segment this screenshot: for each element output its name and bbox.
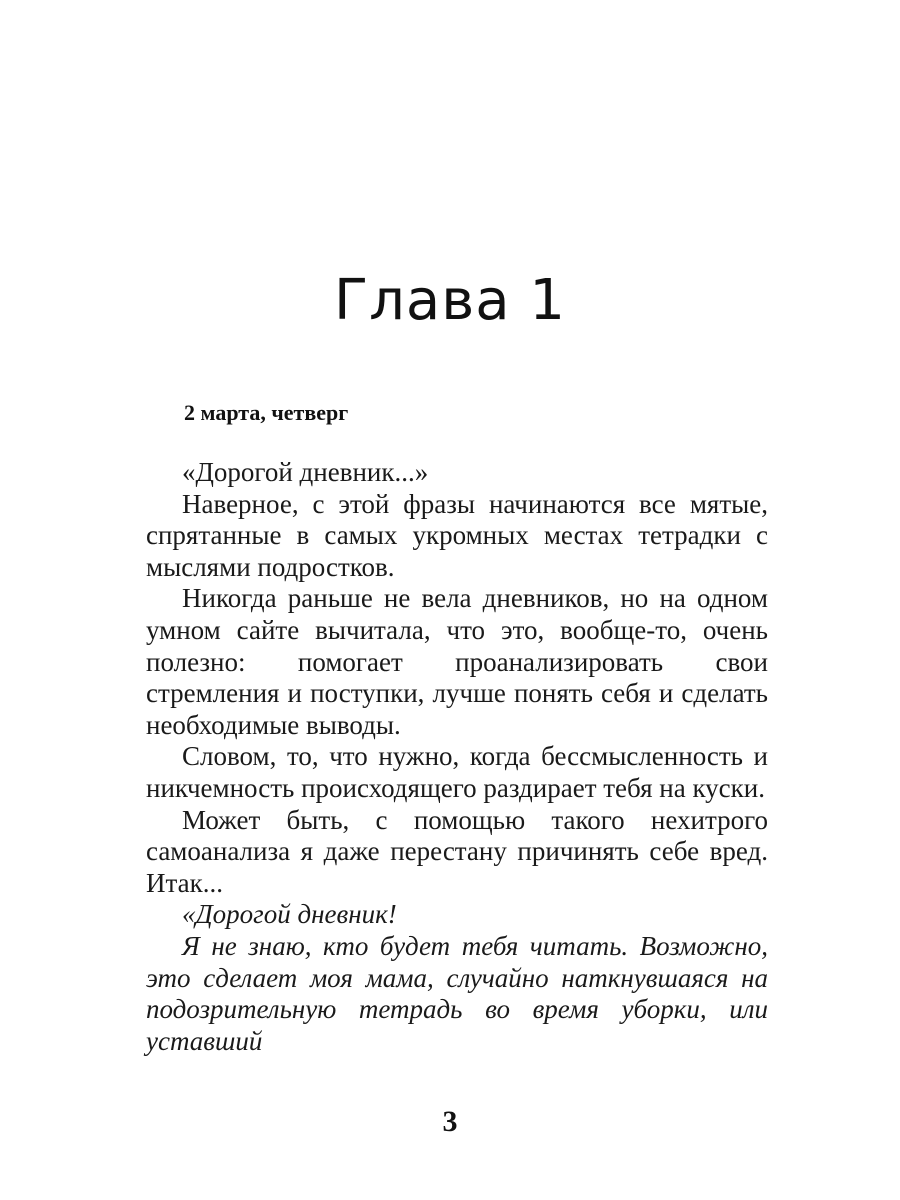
entry-date-heading: 2 марта, четверг [184, 400, 349, 425]
paragraph-2: Наверное, с этой фразы начинаются все мятые, спрятанные в самых укромных местах тетрадки с мыслями подростков. [146, 488, 768, 582]
body-text [146, 457, 768, 1057]
paragraph-4: Словом, то, что нужно, когда бессмысленность и никчемность происходящего раздирает тебя на куски. [146, 741, 768, 803]
paragraph-1: «Дорогой дневник...» [182, 457, 429, 487]
diary-paragraph-2: Я не знаю, кто будет тебя читать. Возможно, это сделает моя мама, случайно наткнувшаяся на подозрительную тетрадь во время уборки, или уставший [146, 930, 768, 1056]
paragraph-5: Может быть, с помощью такого нехитрого самоанализа я даже перестану причинять себе вред. Итак... [146, 804, 768, 898]
chapter-title: Глава 1 [333, 268, 566, 333]
page-number: 3 [442, 1105, 458, 1138]
diary-paragraph-1: «Дорогой дневник! [182, 899, 397, 930]
paragraph-3: Никогда раньше не вела дневников, но на одном умном сайте вычитала, что это, вообще-то, очень полезно: помогает проанализировать свои стремления и поступки, лучше понять себя и сделать необходимые выводы. [146, 583, 768, 740]
